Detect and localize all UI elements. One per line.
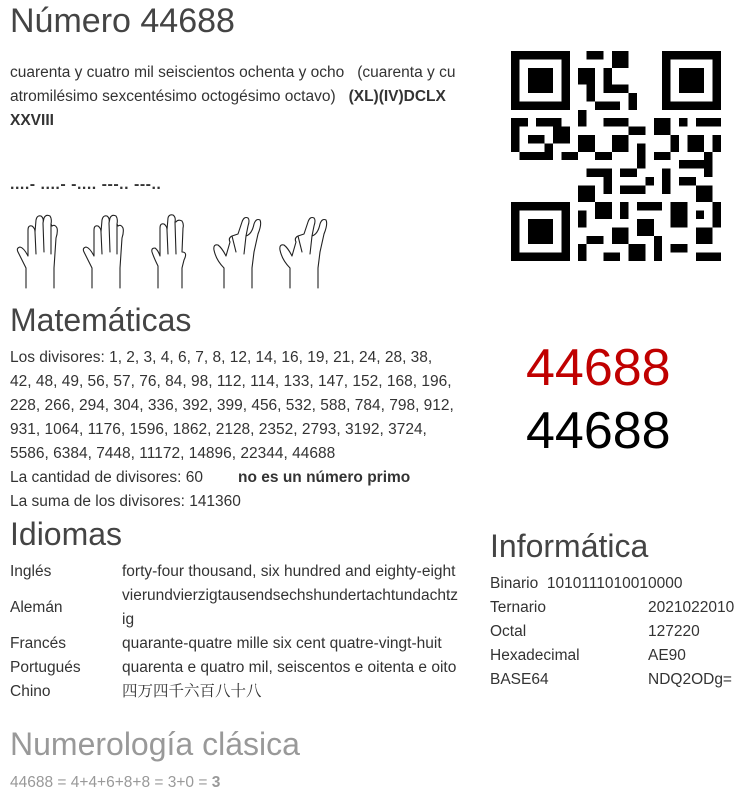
informatics-list: [490, 572, 748, 692]
words-line-1: cuarenta y cuatro mil seiscientos ochenta y ocho: [10, 64, 345, 81]
prime-status: no es un número primo: [238, 469, 411, 486]
roman-numeral-cont: XXVIII: [10, 112, 54, 129]
words-line-2: atromilésimo sexcentésimo octogésimo octavo): [10, 88, 336, 105]
divisor-sum: La suma de los divisores: 141360: [10, 493, 241, 510]
language-name: Francés: [10, 635, 66, 652]
base-label: Hexadecimal: [490, 647, 580, 664]
qr-code: [511, 51, 721, 261]
base-value: 127220: [648, 623, 700, 640]
language-row: [10, 584, 458, 632]
language-name: Chino: [10, 683, 51, 700]
language-text: quarante-quatre mille six cent quatre-vingt-huit: [122, 635, 442, 652]
numerology-formula-line: [10, 771, 220, 795]
base-value: NDQ2ODg=: [648, 671, 732, 688]
base-label: BASE64: [490, 671, 549, 688]
divisors-line: 228, 266, 294, 304, 336, 392, 399, 456, 532, 588, 784, 798, 912,: [10, 397, 454, 414]
sign-language-hands: [12, 212, 337, 290]
hand-four-icon-2: [83, 215, 123, 288]
language-row: [10, 656, 458, 680]
numerology-formula: 44688 = 4+4+6+8+8 = 3+0 =: [10, 774, 212, 791]
languages-heading: Idiomas: [10, 516, 123, 552]
language-name: Portugués: [10, 659, 81, 676]
binary-value: 1010111010010000: [546, 575, 683, 592]
divisors-line: 5586, 6384, 7448, 11172, 14896, 22344, 44688: [10, 445, 336, 462]
words-line-1b: (cuarenta y cu: [357, 64, 456, 81]
hand-eight-icon-1: [214, 218, 261, 289]
languages-table: [10, 560, 458, 704]
divisor-count: La cantidad de divisores: 60: [10, 469, 204, 486]
math-heading: Matemáticas: [10, 302, 192, 338]
base-value: AE90: [648, 647, 686, 664]
hand-four-icon-1: [17, 215, 57, 288]
number-black: 44688: [526, 402, 671, 460]
hand-eight-icon-2: [280, 218, 327, 289]
language-row: [10, 680, 458, 704]
base-label: Ternario: [490, 599, 546, 616]
language-name: Inglés: [10, 563, 52, 580]
language-text: 四万四千六百八十八: [122, 683, 262, 700]
informatics-heading: Informática: [490, 528, 649, 564]
binary-label: Binario: [490, 575, 539, 592]
language-text: forty-four thousand, six hundred and eighty-eight: [122, 563, 456, 580]
number-in-words: [10, 61, 480, 133]
language-name: Alemán: [10, 599, 63, 616]
page-title: Número 44688: [10, 2, 235, 40]
language-row: [10, 632, 458, 656]
morse-code: ....- ....- -.... ---.. ---..: [10, 176, 162, 193]
divisors-line: 42, 48, 49, 56, 57, 76, 84, 98, 112, 114, 133, 147, 152, 168, 196,: [10, 373, 452, 390]
language-text-cont: ig: [122, 611, 135, 628]
language-text: vierundvierzigtausendsechshundertachtundachtz: [122, 587, 459, 604]
language-text: quarenta e quatro mil, seiscentos e oitenta e oito: [122, 659, 457, 676]
roman-numeral: (XL)(IV)DCLX: [348, 88, 446, 105]
divisors-line: 931, 1064, 1176, 1596, 1862, 2128, 2352, 2793, 3192, 3724,: [10, 421, 427, 438]
numerology-heading: Numerología clásica: [10, 726, 300, 762]
base-label: Octal: [490, 623, 527, 640]
numerology-result: 3: [211, 774, 221, 791]
language-row: [10, 560, 458, 584]
hand-six-icon: [152, 215, 186, 288]
number-red: 44688: [526, 339, 671, 397]
language-text-wrap: [122, 584, 458, 632]
divisors-list: [10, 346, 480, 514]
divisors-line: Los divisores: 1, 2, 3, 4, 6, 7, 8, 12, 14, 16, 19, 21, 24, 28, 38,: [10, 349, 433, 366]
base-value: 2021022010: [648, 599, 735, 616]
